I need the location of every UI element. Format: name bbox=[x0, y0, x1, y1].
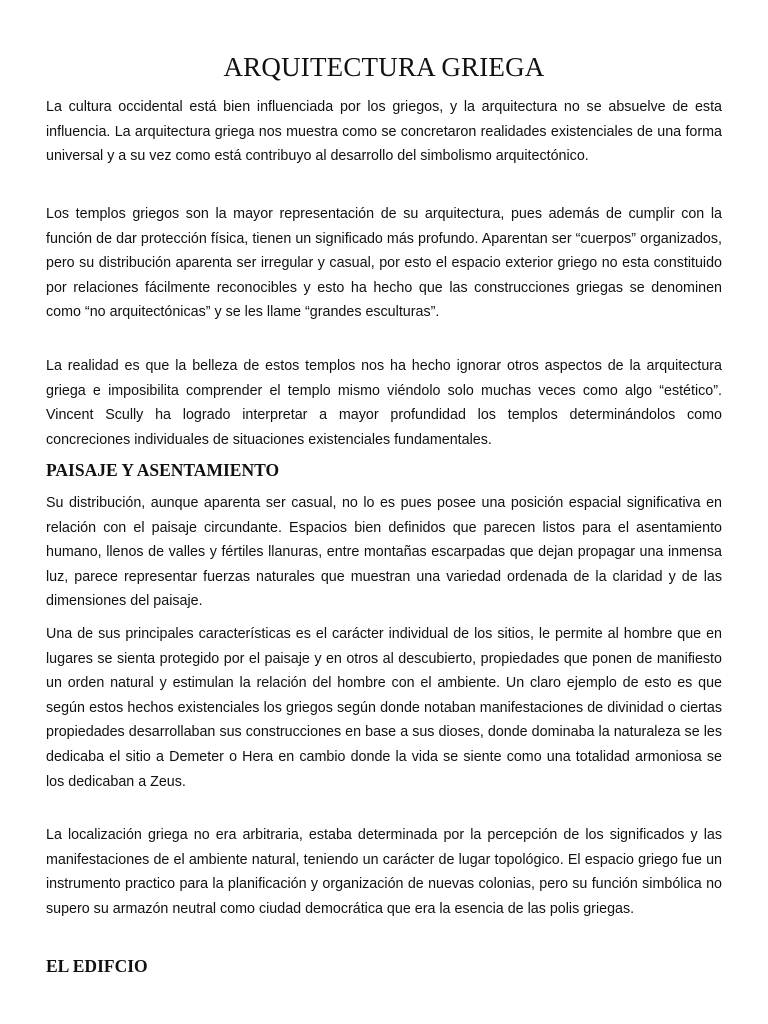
paisaje-paragraph-2: Una de sus principales características es el carácter individual de los sitios, le permite al hombre que en lugares se sienta protegido por el paisaje y en otros al descubierto, propiedades que ponen de manifiesto un orden natural y estimulan la relación del hombre con el ambiente. Un claro ejemplo de esto es que según estos hechos existenciales los griegos según donde notaban manifestaciones de divinidad o ciertas propiedades desarrollaban sus construcciones en base a sus dioses, donde dominaba la naturaleza se les dedicaba el sitio a Demeter o Hera en cambio donde la vida se siente como una totalidad armoniosa se los dedicaban a Zeus. bbox=[46, 626, 722, 790]
section-heading-edificio: EL EDIFCIO bbox=[46, 956, 148, 976]
intro-paragraph-1: La cultura occidental está bien influenciada por los griegos, y la arquitectura no se absuelve de esta influencia. La arquitectura griega nos muestra como se concretaron realidades existenciales de una forma universal y a su vez como está contribuyo al desarrollo del simbolismo arquitectónico. bbox=[46, 99, 722, 165]
document-title: ARQUITECTURA GRIEGA bbox=[223, 52, 545, 82]
intro-paragraph-3: La realidad es que la belleza de estos templos nos ha hecho ignorar otros aspectos de la arquitectura griega e imposibilita comprender el templo mismo viéndolo solo muchas veces como algo “estético”. Vincent Scully ha logrado interpretar a mayor profundidad los templos determinándolos como concreciones individuales de situaciones existenciales fundamentales. bbox=[46, 358, 722, 448]
paisaje-paragraph-1: Su distribución, aunque aparenta ser casual, no lo es pues posee una posición espacial significativa en relación con el paisaje circundante. Espacios bien definidos que parecen listos para el asentamiento humano, llenos de valles y fértiles llanuras, entre montañas escarpadas que dejan propagar una inmensa luz, parece representar fuerzas naturales que muestran una variedad ordenada de la claridad y de las dimensiones del paisaje. bbox=[46, 495, 722, 610]
paisaje-paragraph-3: La localización griega no era arbitraria, estaba determinada por la percepción de los significados y las manifestaciones de el ambiente natural, teniendo un carácter de lugar topológico. El espacio griego fue un instrumento practico para la planificación y organización de nuevas colonias, pero su función simbólica no supero su armazón neutral como ciudad democrática que era la esencia de las polis griegas. bbox=[46, 827, 722, 917]
section-heading-paisaje: PAISAJE Y ASENTAMIENTO bbox=[46, 460, 280, 480]
intro-paragraph-2: Los templos griegos son la mayor representación de su arquitectura, pues además de cumplir con la función de dar protección física, tienen un significado más profundo. Aparentan ser “cuerpos” organizados, pero su distribución aparenta ser irregular y casual, por esto el espacio exterior griego no esta constituido por relaciones fácilmente reconocibles y esto ha hecho que las construcciones griegas se denominen como “no arquitectónicas” y se les llame “grandes esculturas”. bbox=[46, 206, 722, 321]
